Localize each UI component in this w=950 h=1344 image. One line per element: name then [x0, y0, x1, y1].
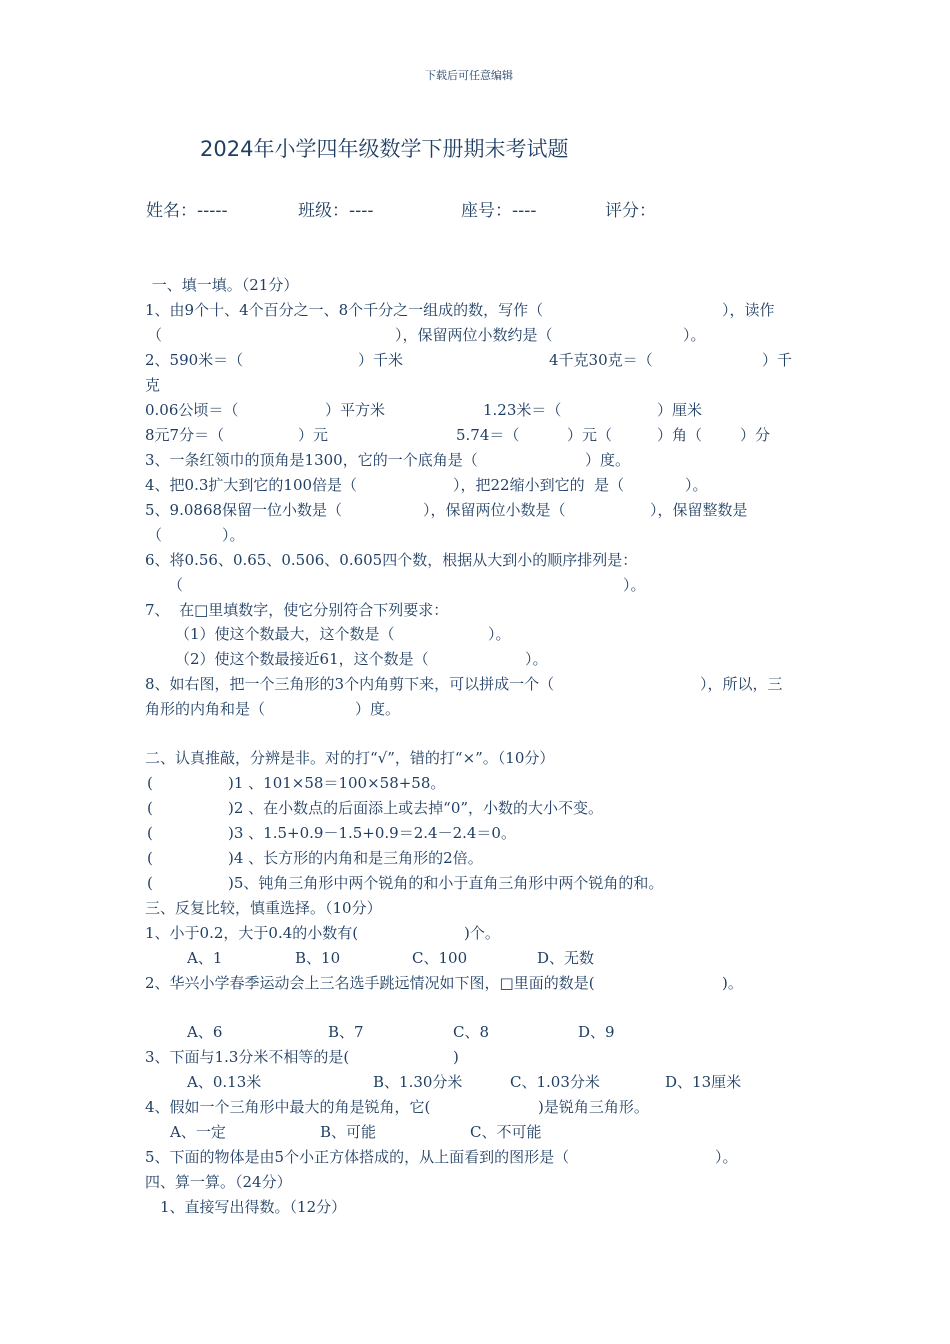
- q1-2-yuan-part: ）元（: [567, 426, 613, 444]
- tf-5-text: )5、钝角三角形中两个锐角的和小于直角三角形中两个锐角的和。: [228, 874, 664, 892]
- mc-4-text: 4、假如一个三角形中最大的角是锐角，它(: [145, 1098, 431, 1116]
- tf-1-paren: (: [147, 774, 153, 792]
- q1-7-sub1: （1）使这个数最大，这个数是（: [175, 625, 395, 643]
- q1-5-text: 5、9.0868保留一位小数是（: [145, 501, 343, 519]
- q1-1-paren-open: （: [147, 326, 163, 344]
- mc-2-text: 2、华兴小学春季运动会上三名选手跳远情况如下图，□里面的数是(: [145, 974, 595, 992]
- q1-1-round-text: ），保留两位小数约是（: [395, 326, 553, 344]
- q1-1-text: 1、由9个十、4个百分之一、8个千分之一组成的数，写作（: [145, 301, 544, 319]
- page-title: 2024年小学四年级数学下册期末考试题: [200, 137, 569, 161]
- section-2-heading: 二、认真推敲，分辨是非。对的打“√”，错的打“×”。（10分）: [145, 749, 555, 767]
- mc-1-option-b: B、10: [295, 949, 341, 967]
- q1-3-tail: ）度。: [585, 451, 631, 469]
- mc-3-option-a: A、0.13米: [187, 1073, 262, 1091]
- student-class-field: 班级：----: [298, 201, 374, 221]
- q1-5-mid: ），保留两位小数是（: [423, 501, 566, 519]
- q1-5-paren-close: ）。: [222, 526, 245, 544]
- q1-2-kg-unit-wrap: 克: [145, 376, 161, 394]
- mc-2-tail: )。: [722, 974, 743, 992]
- mc-1-option-c: C、100: [412, 949, 468, 967]
- tf-2-text: )2 、在小数点的后面添上或去掉“0”，小数的大小不变。: [228, 799, 604, 817]
- q1-5-tail: ），保留整数是: [650, 501, 748, 519]
- q1-2-sqm-unit: ）平方米: [325, 401, 386, 419]
- q1-8-text: 8、如右图，把一个三角形的3个内角剪下来，可以拼成一个（: [145, 675, 555, 693]
- q1-7-text: 7、 在□里填数字，使它分别符合下列要求：: [145, 601, 449, 619]
- mc-1-option-d: D、无数: [537, 949, 595, 967]
- q1-8-mid: ），所以，三: [700, 675, 783, 693]
- q1-2-km-unit: ）千米: [358, 351, 404, 369]
- q1-6-paren-close: ）。: [623, 576, 646, 594]
- mc-3-tail: ): [453, 1048, 459, 1066]
- mc-2-option-a: A、6: [187, 1023, 223, 1041]
- q1-4-tail: ）。: [685, 476, 708, 494]
- page-header-note: 下载后可任意编辑: [425, 69, 513, 82]
- section-1-heading: 一、填一填。（21分）: [147, 276, 299, 294]
- mc-3-text: 3、下面与1.3分米不相等的是(: [145, 1048, 350, 1066]
- q1-5-paren-open: （: [147, 526, 163, 544]
- q1-4-mid: ），把22缩小到它的 是（: [453, 476, 625, 494]
- q1-8-line2: 角形的内角和是（: [145, 700, 266, 718]
- mc-1-option-a: A、1: [187, 949, 223, 967]
- mc-3-option-c: C、1.03分米: [510, 1073, 600, 1091]
- mc-3-option-b: B、1.30分米: [373, 1073, 463, 1091]
- student-name-field: 姓名：-----: [146, 201, 228, 221]
- q1-2-jiao-part: ）角（: [657, 426, 703, 444]
- q1-2-m-to-km: 2、590米＝（: [145, 351, 244, 369]
- mc-5-text: 5、下面的物体是由5个小正方体搭成的，从上面看到的图形是（: [145, 1148, 570, 1166]
- tf-4-paren: (: [147, 849, 153, 867]
- q1-2-m-to-cm: 1.23米＝（: [483, 401, 562, 419]
- q1-7-sub2: （2）使这个数最接近61，这个数是（: [175, 650, 429, 668]
- mc-3-option-d: D、13厘米: [665, 1073, 742, 1091]
- q1-1-text-tail: ），读作: [722, 301, 775, 319]
- mc-4-option-a: A、一定: [170, 1123, 226, 1141]
- tf-3-text: )3 、1.5+0.9－1.5+0.9＝2.4－2.4＝0。: [228, 824, 516, 842]
- q1-2-kg-unit: ）千: [762, 351, 793, 369]
- q1-2-fen-part: ）分: [740, 426, 771, 444]
- q1-2-cm-unit: ）厘米: [657, 401, 703, 419]
- q1-2-yuan-fen: 8元7分＝（: [145, 426, 225, 444]
- section-3-heading: 三、反复比较，慎重选择。（10分）: [145, 899, 382, 917]
- tf-4-text: )4 、长方形的内角和是三角形的2倍。: [228, 849, 483, 867]
- q1-7-sub1-tail: ）。: [488, 625, 511, 643]
- tf-5-paren: (: [147, 874, 153, 892]
- tf-3-paren: (: [147, 824, 153, 842]
- mc-5-tail: ）。: [715, 1148, 738, 1166]
- mc-4-tail: )是锐角三角形。: [538, 1098, 649, 1116]
- section-4-sub1: 1、直接写出得数。（12分）: [160, 1198, 347, 1216]
- q1-8-tail: ）度。: [355, 700, 401, 718]
- mc-2-option-d: D、9: [578, 1023, 615, 1041]
- tf-2-paren: (: [147, 799, 153, 817]
- mc-4-option-b: B、可能: [320, 1123, 377, 1141]
- tf-1-text: )1 、101×58＝100×58+58。: [228, 774, 446, 792]
- q1-2-kg-g: 4千克30克＝（: [549, 351, 653, 369]
- mc-1-text: 1、小于0.2，大于0.4的小数有(: [145, 924, 359, 942]
- section-4-heading: 四、算一算。（24分）: [145, 1173, 292, 1191]
- q1-4-text: 4、把0.3扩大到它的100倍是（: [145, 476, 358, 494]
- mc-2-option-b: B、7: [328, 1023, 364, 1041]
- q1-2-hectare: 0.06公顷＝（: [145, 401, 239, 419]
- mc-4-option-c: C、不可能: [470, 1123, 542, 1141]
- q1-2-yuan-unit: ）元: [298, 426, 329, 444]
- student-seat-field: 座号：----: [461, 201, 537, 221]
- q1-2-money-split: 5.74＝（: [456, 426, 520, 444]
- mc-2-option-c: C、8: [453, 1023, 490, 1041]
- q1-7-sub2-tail: ）。: [525, 650, 548, 668]
- q1-3-text: 3、一条红领巾的顶角是1300，它的一个底角是（: [145, 451, 478, 469]
- q1-6-text: 6、将0.56、0.65、0.506、0.605四个数，根据从大到小的顺序排列是：: [145, 551, 638, 569]
- q1-6-paren-open: （: [168, 576, 184, 594]
- score-field: 评分：: [605, 201, 656, 221]
- mc-1-tail: )个。: [464, 924, 500, 942]
- q1-1-round-close: ）。: [683, 326, 706, 344]
